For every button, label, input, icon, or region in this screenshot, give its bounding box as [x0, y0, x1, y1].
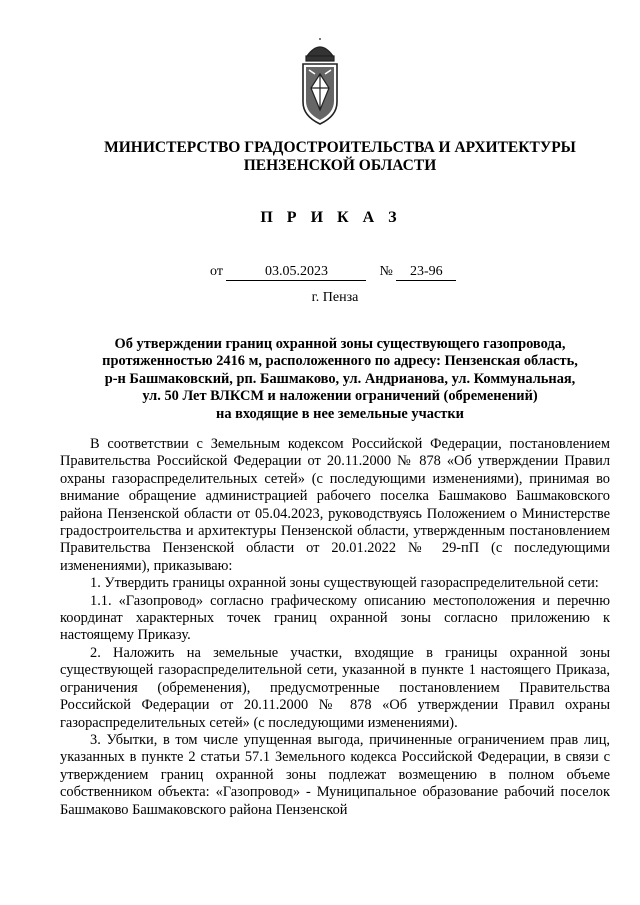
- date-number-line: [210, 264, 456, 281]
- coat-of-arms-icon: [297, 38, 343, 128]
- city: г. Пенза: [311, 290, 359, 305]
- subject-line: протяженностью 2416 м, расположенного по адресу: Пензенская область,: [102, 353, 578, 370]
- subject-line: на входящие в нее земельные участки: [216, 405, 464, 422]
- paragraph-item-2: 2. Наложить на земельные участки, входящие в границы охранной зоны существующей газораспределительной сети, указанной в пункте 1 настоящего Приказа, ограничения (обременения), предусмотренные постановлением Правительства Российской Федерации от 20.11.2000 № 878 «Об утверждении Правил охраны газораспределительных сетей» (с последующими изменениями).: [60, 644, 610, 731]
- date-prefix: от: [210, 264, 223, 279]
- subject-line: р-н Башмаковский, рп. Башмаково, ул. Андрианова, ул. Коммунальная,: [104, 370, 576, 387]
- order-body: [60, 436, 610, 819]
- paragraph-item-1: 1. Утвердить границы охранной зоны существующей газораспределительной сети:: [90, 575, 599, 592]
- order-subject: [60, 336, 620, 423]
- order-date: 03.05.2023: [226, 264, 366, 281]
- document-type: П Р И К А З: [260, 209, 402, 226]
- paragraph-preamble: В соответствии с Земельным кодексом Российской Федерации, постановлением Правительства Российской Федерации от 20.11.2000 № 878 «Об утверждении Правил охраны газораспределительных сетей» (с последующими изменениями), принимая во внимание обращение администрацией рабочего поселка Башмаково Башмаковского района Пензенской области от 05.04.2023, руководствуясь Положением о Министерстве градостроительства и архитектуры Пензенской области, утвержденным постановлением Правительства Пензенской области от 20.01.2022 № 29-пП (с последующими изменениями), приказываю:: [60, 436, 610, 574]
- order-number: 23-96: [396, 264, 456, 281]
- paragraph-item-1-1: 1.1. «Газопровод» согласно графическому описанию местоположения и перечню координат характерных точек границ охранной зоны согласно приложению к настоящему Приказу.: [60, 592, 610, 644]
- paragraph-item-3: 3. Убытки, в том числе упущенная выгода, причиненные ограничением прав лиц, указанных в пункте 2 статьи 57.1 Земельного кодекса Российской Федерации, в связи с утверждением границ охранной зоны подлежат возмещению в полном объеме собственником объекта: «Газопровод» - Муниципальное образование рабочий поселок Башмаково Башмаковского района Пензенской: [60, 731, 610, 818]
- subject-line: ул. 50 Лет ВЛКСМ и наложении ограничений (обременений): [142, 388, 538, 405]
- number-sign: №: [379, 264, 393, 279]
- ministry-line-1: МИНИСТЕРСТВО ГРАДОСТРОИТЕЛЬСТВА И АРХИТЕКТУРЫ: [104, 139, 576, 156]
- ministry-heading: [60, 139, 620, 175]
- ministry-line-2: ПЕНЗЕНСКОЙ ОБЛАСТИ: [243, 157, 437, 174]
- subject-line: Об утверждении границ охранной зоны существующего газопровода,: [114, 336, 566, 352]
